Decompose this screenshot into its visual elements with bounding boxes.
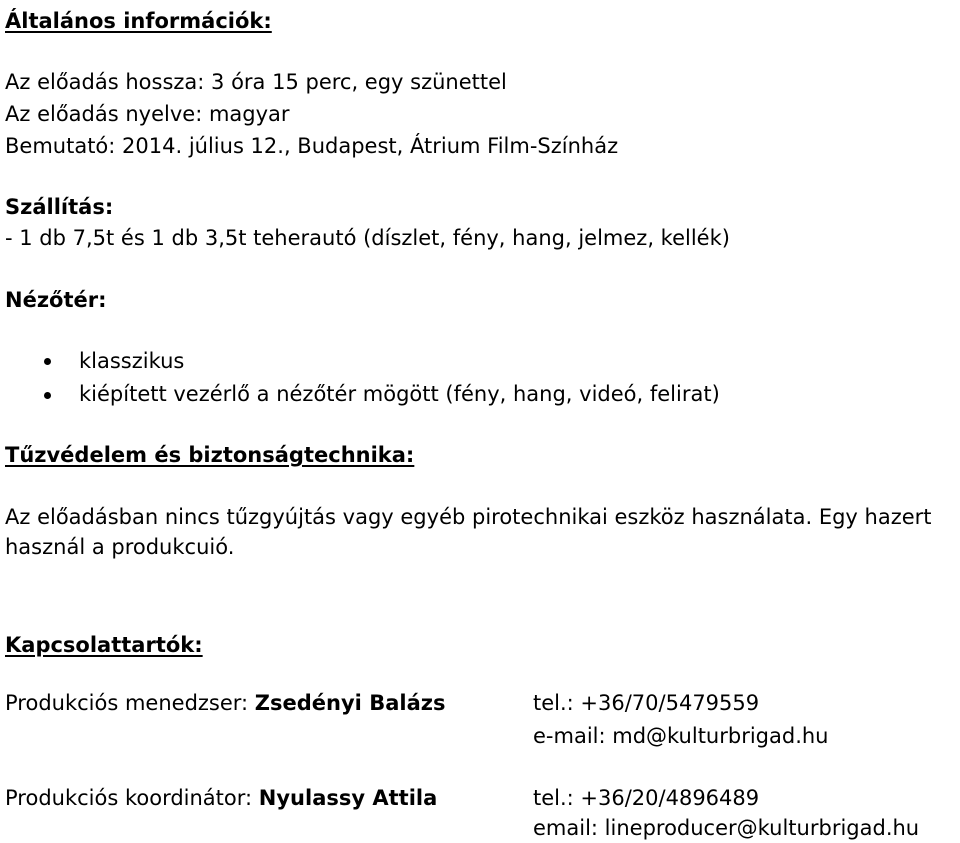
contact-row [5, 785, 437, 811]
contacts-heading: Kapcsolattartók: [5, 633, 203, 657]
contact-email: e-mail: md@kulturbrigad.hu [533, 724, 829, 748]
general-heading: Általános információk: [5, 9, 272, 33]
bullet-icon [44, 392, 51, 399]
bullet-icon [44, 358, 51, 365]
contact-role: Produkciós menedzser: [5, 691, 255, 715]
auditorium-item: kiépített vezérlő a nézőtér mögött (fény, hang, videó, felirat) [79, 382, 720, 406]
fire-safety-heading: Tűzvédelem és biztonságtechnika: [5, 443, 415, 467]
contact-name: Nyulassy Attila [258, 786, 438, 810]
contact-row [5, 690, 445, 716]
contact-phone: tel.: +36/70/5479559 [533, 691, 760, 715]
auditorium-heading: Nézőtér: [5, 288, 107, 312]
fire-safety-text: Az előadásban nincs tűzgyújtás vagy egyéb pirotechnikai eszköz használata. Egy hazert használ a produkcuió. [5, 505, 932, 559]
contact-name: Zsedényi Balázs [254, 691, 446, 715]
contact-email: email: lineproducer@kulturbrigad.hu [533, 816, 920, 840]
transport-line: - 1 db 7,5t és 1 db 3,5t teherautó (díszlet, fény, hang, jelmez, kellék) [5, 226, 730, 250]
transport-heading: Szállítás: [5, 195, 114, 219]
contact-role: Produkciós koordinátor: [5, 786, 259, 810]
premiere-line: Bemutató: 2014. július 12., Budapest, Átrium Film-Színház [5, 134, 619, 158]
contact-phone: tel.: +36/20/4896489 [533, 786, 760, 810]
language-line: Az előadás nyelve: magyar [5, 102, 290, 126]
duration-line: Az előadás hossza: 3 óra 15 perc, egy szünettel [5, 70, 507, 94]
auditorium-item: klasszikus [79, 349, 185, 373]
